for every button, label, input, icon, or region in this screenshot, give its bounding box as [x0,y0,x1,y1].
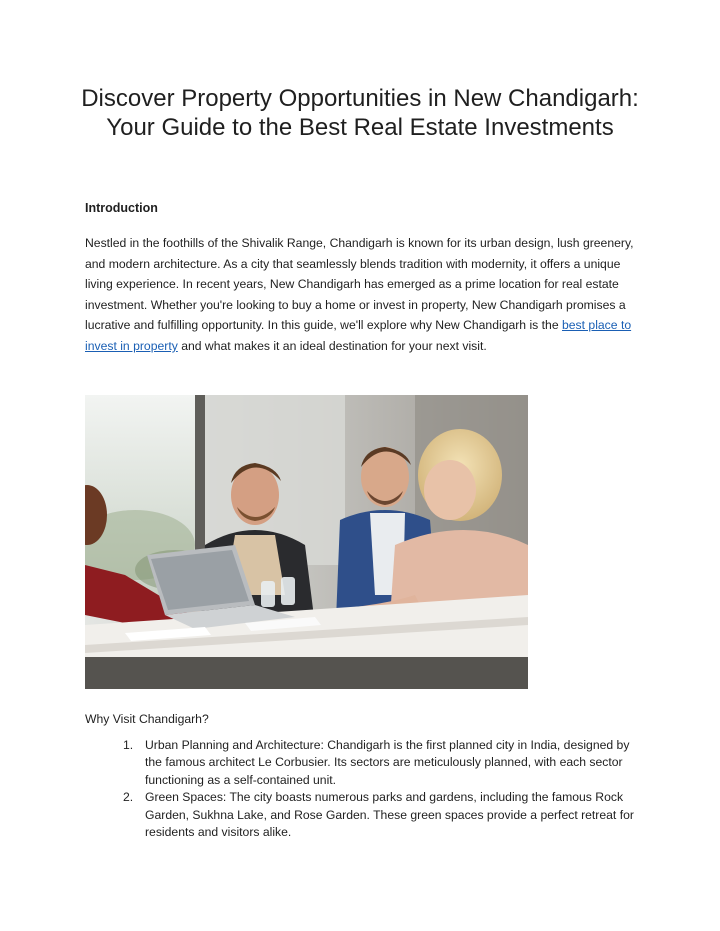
list-item [123,737,640,789]
list-item-text: Urban Planning and Architecture: Chandigarh is the first planned city in India, designed by the famous architect Le Corbusier. Its sectors are meticulously planned, with each sector functioning as a self-contained unit. [145,738,630,787]
why-visit-heading: Why Visit Chandigarh? [85,712,209,726]
list-item-text: Green Spaces: The city boasts numerous parks and gardens, including the famous Rock Garden, Sukhna Lake, and Rose Garden. These green spaces provide a perfect retreat for residents and visitors alike. [145,790,634,840]
introduction-heading: Introduction [85,201,158,215]
list-item-number: 2. [123,790,134,805]
intro-text-after-link: and what makes it an ideal destination for your next visit. [177,338,487,353]
invest-property-link[interactable]: best place to invest in property [85,318,632,353]
meeting-photo [85,395,528,689]
intro-text-before-link: Nestled in the foothills of the Shivalik Range, Chandigarh is known for its urban design, lush greenery, and modern architecture. As a city that seamlessly blends tradition with modernity, it offers a unique living experience. In recent years, New Chandigarh has emerged as a prime location for real estate investment. Whether you're looking to buy a home or invest in property, New Chandigarh promises a lucrative and fulfilling opportunity. In this guide, we'll explore why New Chandigarh is the [85,236,634,333]
reasons-list [123,737,640,841]
list-item [123,789,640,841]
list-item-number: 1. [123,738,134,752]
page-title: Discover Property Opportunities in New Chandigarh: Your Guide to the Best Real Estate Investments [81,85,639,141]
introduction-paragraph [85,233,645,357]
